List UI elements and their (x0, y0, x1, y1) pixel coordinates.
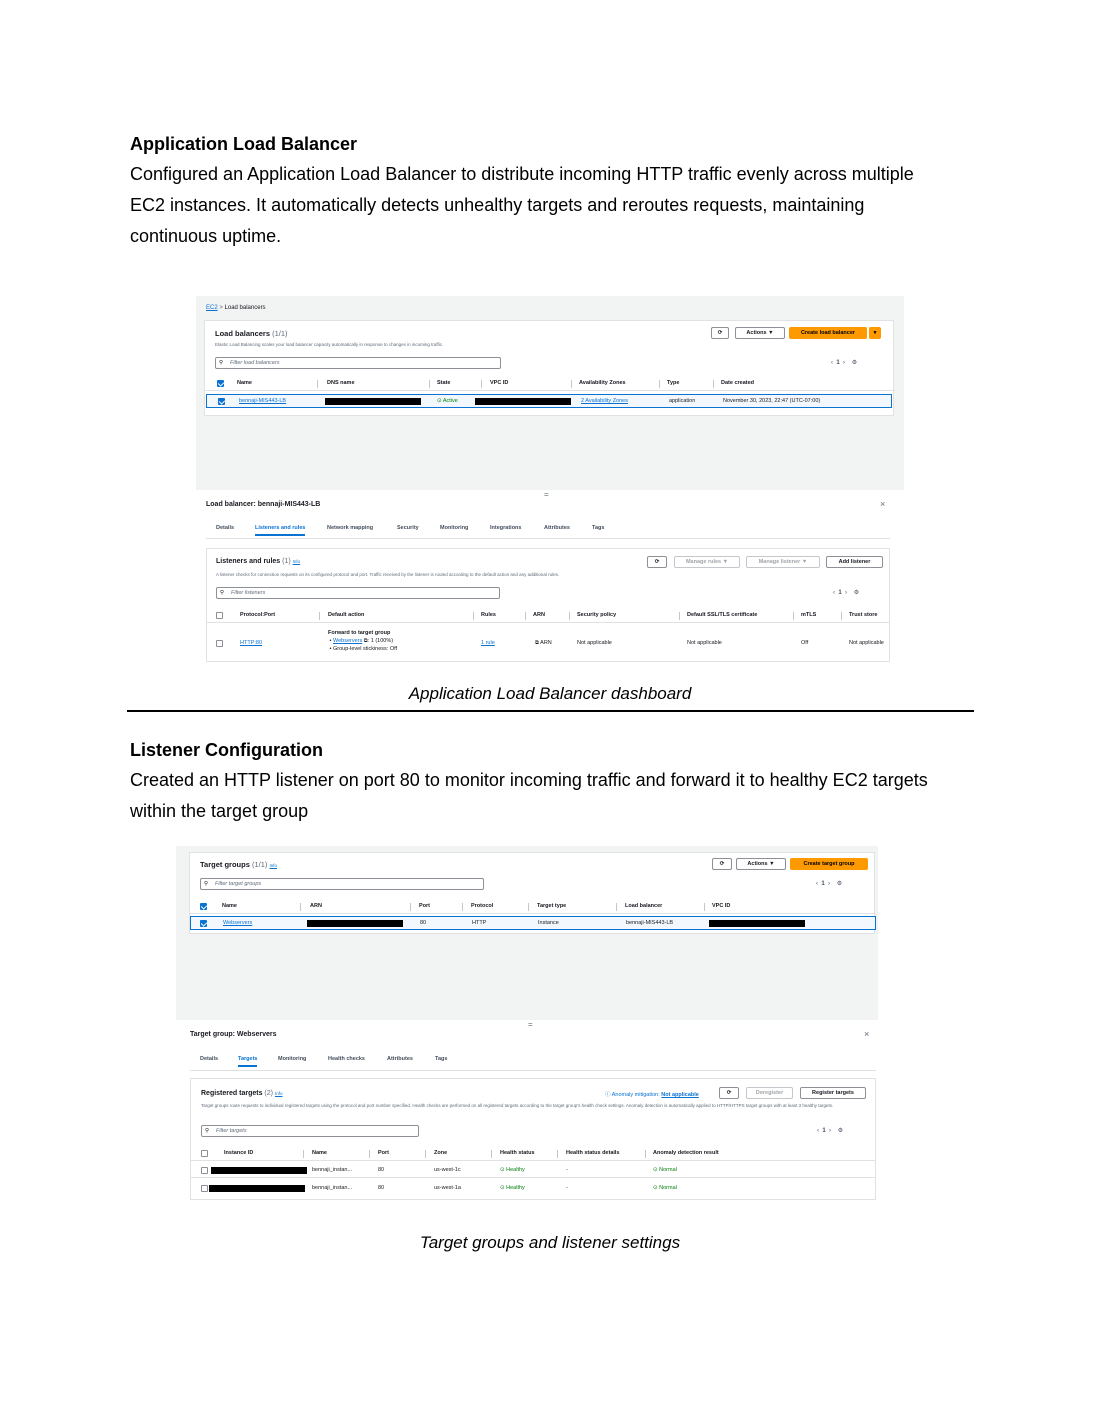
tab-network-mapping[interactable]: Network mapping (327, 525, 374, 531)
actions-button[interactable]: Actions ▼ (735, 327, 785, 339)
target-groups-panel (189, 852, 875, 934)
section-paragraph: Created an HTTP listener on port 80 to monitor incoming traffic and forward it to healthy EC2 targets within the target group (130, 770, 928, 821)
info-link[interactable]: Info (292, 559, 301, 564)
pagination (831, 359, 857, 366)
breadcrumb-separator: > (219, 305, 223, 311)
security-policy-value: Not applicable (577, 640, 612, 646)
table-header (205, 377, 895, 391)
column-header[interactable]: Name (237, 380, 252, 386)
column-header[interactable]: State (437, 380, 451, 386)
section-heading: Listener Configuration (130, 740, 323, 760)
availability-zones-link[interactable]: 2 Availability Zones (581, 398, 628, 404)
row-checkbox[interactable] (201, 1185, 208, 1192)
check-circle-icon: ⊙ (653, 1185, 658, 1191)
targets-table-header (191, 1147, 876, 1161)
tab-integrations[interactable]: Integrations (490, 525, 522, 531)
pagination (833, 589, 859, 596)
check-circle-icon: ⊙ (500, 1167, 505, 1173)
target-zone: us-west-1c (434, 1167, 461, 1173)
check-circle-icon: ⊙ (437, 398, 442, 404)
caret-down-icon: ▾ (873, 330, 877, 336)
search-icon: ⚲ (204, 881, 209, 887)
refresh-button[interactable] (711, 327, 729, 339)
tab-details[interactable]: Details (200, 1056, 219, 1062)
create-dropdown-button[interactable] (869, 327, 881, 339)
target-type-value: Instance (538, 920, 559, 926)
target-group-link[interactable]: Webservers (332, 638, 363, 644)
column-header[interactable]: Protocol:Port (240, 612, 276, 618)
info-circle-icon: ⓘ (605, 1092, 611, 1098)
next-page-icon[interactable]: › (845, 590, 848, 596)
refresh-button[interactable] (719, 1087, 739, 1099)
filter-listeners-input[interactable]: ⚲ Filter listeners (216, 587, 500, 599)
settings-gear-icon[interactable]: ⚙ (837, 1128, 844, 1134)
panel-count: (1/1) (251, 860, 268, 869)
column-header[interactable]: Trust store (849, 612, 878, 618)
figure-caption: Application Load Balancer dashboard (408, 684, 692, 703)
action-target-line: • Webservers ⧉: 1 (100%) (328, 638, 394, 644)
column-header[interactable]: Protocol (471, 903, 494, 909)
target-groups-screenshot (176, 846, 878, 1020)
refresh-icon: ⟳ (719, 861, 725, 867)
target-group-name-link[interactable]: Webservers (223, 920, 253, 926)
next-page-icon[interactable]: › (843, 360, 846, 366)
refresh-icon: ⟳ (726, 1090, 732, 1096)
certificate-value: Not applicable (687, 640, 722, 646)
port-value: 80 (420, 920, 427, 926)
listeners-header (216, 558, 300, 565)
trust-store-value: Not applicable (849, 640, 884, 646)
select-all-checkbox[interactable] (216, 612, 223, 619)
refresh-button[interactable] (712, 858, 732, 870)
create-load-balancer-button[interactable]: Create load balancer (789, 327, 867, 339)
refresh-icon: ⟳ (654, 559, 660, 565)
deregister-button[interactable]: Deregister (746, 1087, 793, 1099)
tab-monitoring[interactable]: Monitoring (440, 525, 469, 531)
health-details: - (566, 1167, 568, 1173)
column-header[interactable]: Health status details (566, 1150, 620, 1156)
info-link[interactable]: Info (274, 1091, 283, 1096)
close-icon[interactable]: × (864, 1029, 870, 1039)
load-balancer-name-link[interactable]: bennaji-MIS443-LB (239, 398, 287, 404)
copy-icon: ⧉ (535, 640, 539, 646)
figure-caption: Target groups and listener settings (419, 1233, 681, 1252)
panel-title: Load balancers (215, 329, 271, 338)
drag-handle-icon[interactable]: = (544, 490, 549, 499)
tab-attributes[interactable]: Attributes (544, 525, 570, 531)
breadcrumb-current: Load balancers (224, 305, 266, 311)
table-row[interactable] (190, 916, 876, 930)
register-targets-button[interactable]: Register targets (800, 1087, 866, 1099)
column-header[interactable]: Instance ID (224, 1150, 254, 1156)
listeners-table-header (207, 609, 890, 623)
info-link[interactable]: Info (269, 863, 277, 868)
listener-protocol-link[interactable]: HTTP:80 (240, 640, 263, 646)
redacted-vpc-id (475, 398, 571, 405)
column-header[interactable]: Port (378, 1150, 389, 1156)
filter-load-balancers-input[interactable]: ⚲ Filter load balancers (215, 357, 501, 369)
select-all-checkbox[interactable] (217, 380, 224, 387)
current-page[interactable]: 1 (838, 590, 842, 596)
select-all-checkbox[interactable] (200, 903, 207, 910)
default-action (328, 629, 397, 653)
close-icon[interactable]: × (880, 499, 886, 509)
row-checkbox[interactable] (216, 640, 223, 647)
rules-link[interactable]: 1 rule (481, 640, 495, 646)
create-target-group-button[interactable]: Create target group (790, 858, 868, 870)
prev-page-icon[interactable]: ‹ (816, 881, 818, 887)
section-heading: Application Load Balancer (130, 134, 358, 154)
current-page[interactable]: 1 (822, 1128, 826, 1134)
listeners-description: A listener checks for connection requests on its configured protocol and port. Traffic received by the listener is routed according to the default action and any additional rules. (216, 572, 560, 577)
table-header (190, 900, 876, 914)
row-checkbox[interactable] (201, 1167, 208, 1174)
refresh-icon: ⟳ (717, 330, 723, 336)
load-balancers-screenshot (196, 296, 904, 490)
target-group-detail-screenshot (190, 1020, 876, 1200)
tab-attributes[interactable]: Attributes (387, 1056, 413, 1062)
listeners-count: (1) (282, 558, 291, 565)
state-status: ⊙ Active (437, 398, 458, 404)
panel-header (215, 329, 288, 338)
listeners-panel (206, 548, 890, 662)
anomaly-mitigation[interactable]: ⓘ Anomaly mitigation: Not applicable (605, 1092, 699, 1098)
tab-health-checks[interactable]: Health checks (328, 1056, 365, 1062)
row-checkbox[interactable] (200, 920, 207, 927)
panel-count: (1/1) (272, 329, 288, 338)
target-row[interactable] (191, 1182, 876, 1196)
column-header[interactable]: Load balancer (625, 903, 663, 909)
column-header[interactable]: Default action (328, 612, 365, 618)
column-header[interactable]: Default SSL/TLS certificate (687, 612, 758, 618)
next-page-icon[interactable]: › (829, 1128, 832, 1134)
settings-gear-icon[interactable]: ⚙ (853, 590, 860, 596)
protocol-value: HTTP (472, 920, 487, 926)
column-header[interactable]: Security policy (577, 612, 617, 618)
target-row[interactable] (191, 1164, 876, 1178)
detail-tabs (190, 1056, 876, 1071)
registered-targets-panel (190, 1078, 876, 1200)
drag-handle-icon[interactable]: = (528, 1020, 533, 1029)
anomaly-result: ⊙ Normal (653, 1167, 677, 1173)
row-checkbox[interactable] (218, 398, 225, 405)
column-header[interactable]: Date created (721, 380, 755, 386)
type-value: application (669, 398, 696, 404)
redacted-arn (307, 920, 403, 927)
redacted-instance-id (211, 1167, 307, 1174)
column-header[interactable]: Port (419, 903, 430, 909)
target-port: 80 (378, 1185, 385, 1191)
current-page[interactable]: 1 (836, 360, 840, 366)
column-header[interactable]: mTLS (801, 612, 817, 618)
mtls-value: Off (801, 640, 809, 646)
section-paragraph: Configured an Application Load Balancer to distribute incoming HTTP traffic evenly across multiple EC2 instances. It automatically detects unhealthy targets and reroutes requests, maintaining continuous uptime. (130, 164, 914, 246)
detail-title: Load balancer: bennaji-MIS443-LB (206, 501, 321, 508)
tab-targets[interactable]: Targets (238, 1056, 257, 1067)
column-header[interactable]: ARN (533, 612, 545, 618)
listener-row[interactable] (207, 627, 890, 661)
tab-monitoring[interactable]: Monitoring (278, 1056, 307, 1062)
listeners-title: Listeners and rules (216, 558, 281, 565)
pagination (817, 1127, 843, 1134)
date-created-value: November 30, 2023, 22:47 (UTC-07:00) (723, 398, 821, 404)
column-header[interactable]: Name (312, 1150, 327, 1156)
panel-description: Elastic Load Balancing scales your load balancer capacity automatically in response to changes in incoming traffic. (215, 342, 444, 347)
column-header[interactable]: Zone (434, 1150, 448, 1156)
redacted-instance-id (209, 1185, 305, 1192)
action-stickiness: • Group-level stickiness: Off (328, 646, 398, 652)
detail-tabs (206, 525, 890, 539)
filter-targets-input[interactable]: ⚲ Filter targets (201, 1125, 419, 1137)
prev-page-icon[interactable]: ‹ (831, 360, 833, 366)
arn-copy[interactable]: ⧉ ARN (535, 640, 552, 646)
tab-security[interactable]: Security (397, 525, 419, 531)
panel-title: Target groups (200, 860, 250, 869)
redacted-dns-name (325, 398, 421, 405)
targets-header (201, 1090, 282, 1097)
target-name: bennaji_instan... (312, 1185, 353, 1191)
targets-title: Registered targets (201, 1090, 263, 1097)
search-icon: ⚲ (220, 590, 225, 596)
settings-gear-icon[interactable]: ⚙ (851, 360, 858, 366)
current-page[interactable]: 1 (821, 881, 825, 887)
column-header[interactable]: ARN (310, 903, 322, 909)
column-header[interactable]: VPC ID (712, 903, 731, 909)
load-balancer-detail-screenshot (206, 490, 890, 662)
panel-header (200, 860, 277, 869)
targets-description: Target groups route requests to individual registered targets using the protocol and port number specified. Health checks are performed on all registered targets according to the target group's health check settings. Anomaly detection is automatically applied to HTTP/HTTPS target groups with at least 3 healthy targets. (201, 1103, 834, 1108)
section-divider (127, 710, 974, 712)
health-status: ⊙ Healthy (500, 1167, 525, 1173)
column-header[interactable]: Name (222, 903, 237, 909)
prev-page-icon[interactable]: ‹ (833, 590, 835, 596)
anomaly-result: ⊙ Normal (653, 1185, 677, 1191)
load-balancer-value: bennaji-MIS443-LB (626, 920, 674, 926)
breadcrumb (206, 305, 266, 311)
external-link-icon: ⧉ (363, 638, 368, 644)
target-port: 80 (378, 1167, 385, 1173)
breadcrumb-ec2-link[interactable]: EC2 (206, 305, 218, 311)
column-header[interactable]: Health status (500, 1150, 535, 1156)
tab-listeners-and-rules[interactable]: Listeners and rules (255, 525, 305, 536)
action-title: Forward to target group (328, 630, 391, 636)
next-page-icon[interactable]: › (828, 881, 831, 887)
column-header[interactable]: Availability Zones (579, 380, 626, 386)
check-circle-icon: ⊙ (653, 1167, 658, 1173)
manage-rules-button[interactable]: Manage rules ▼ (674, 556, 740, 568)
actions-button[interactable]: Actions ▼ (736, 858, 786, 870)
check-circle-icon: ⊙ (500, 1185, 505, 1191)
tab-details[interactable]: Details (216, 525, 235, 531)
select-all-checkbox[interactable] (201, 1150, 208, 1157)
manage-listener-button[interactable]: Manage listener ▼ (746, 556, 820, 568)
detail-title: Target group: Webservers (190, 1031, 277, 1038)
search-icon: ⚲ (205, 1128, 210, 1134)
table-row[interactable] (206, 394, 892, 408)
filter-target-groups-input[interactable]: ⚲ Filter target groups (200, 878, 484, 890)
settings-gear-icon[interactable]: ⚙ (836, 881, 843, 887)
tab-tags[interactable]: Tags (435, 1056, 448, 1062)
redacted-vpc-id (709, 920, 805, 927)
column-header[interactable]: DNS name (327, 380, 355, 386)
health-details: - (566, 1185, 568, 1191)
target-zone: us-west-1a (434, 1185, 461, 1191)
prev-page-icon[interactable]: ‹ (817, 1128, 819, 1134)
section-2 (130, 739, 950, 827)
refresh-button[interactable] (647, 556, 667, 568)
health-status: ⊙ Healthy (500, 1185, 525, 1191)
pagination (816, 880, 842, 887)
tab-tags[interactable]: Tags (592, 525, 605, 531)
load-balancers-panel (204, 320, 894, 416)
section-1 (130, 133, 950, 252)
column-header[interactable]: VPC ID (490, 380, 509, 386)
column-header[interactable]: Rules (481, 612, 496, 618)
search-icon: ⚲ (219, 360, 224, 366)
column-header[interactable]: Anomaly detection result (653, 1150, 719, 1156)
column-header[interactable]: Target type (537, 903, 567, 909)
column-header[interactable]: Type (667, 380, 680, 386)
target-name: bennaji_instan... (312, 1167, 353, 1173)
targets-count: (2) (264, 1090, 273, 1097)
add-listener-button[interactable]: Add listener (826, 556, 883, 568)
